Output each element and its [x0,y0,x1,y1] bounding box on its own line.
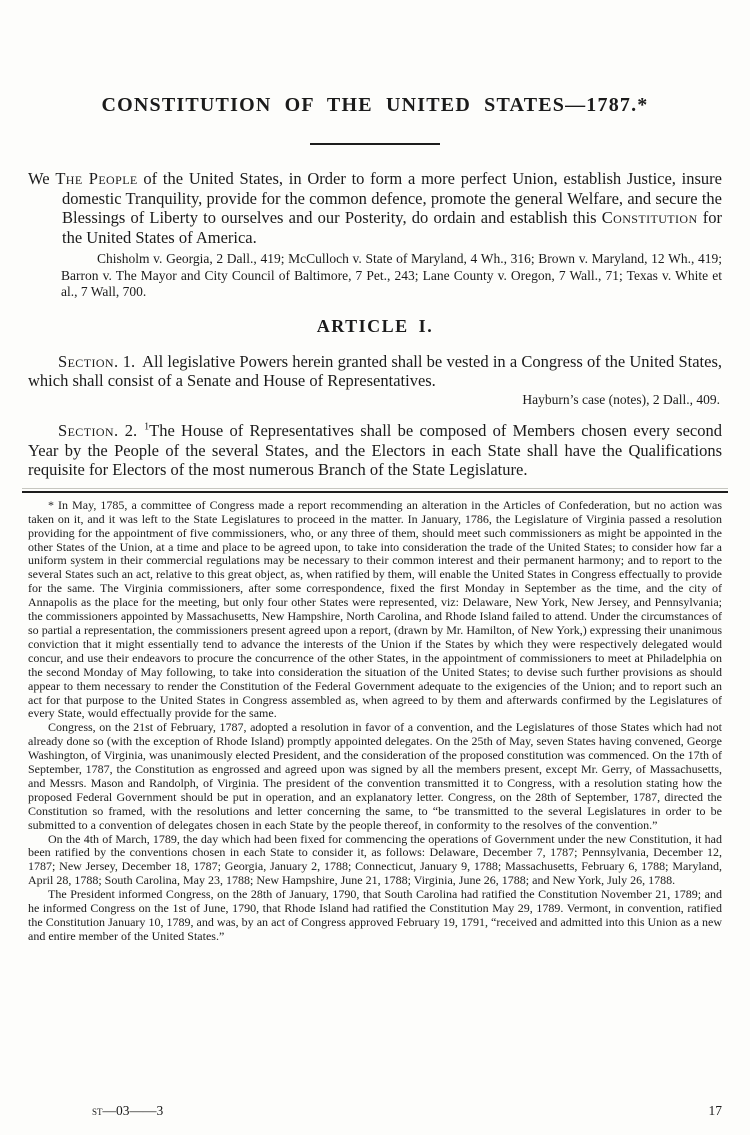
preamble-the-people: The People [55,169,138,189]
section-1-number: 1. [122,351,136,371]
section-1-citation: Hayburn’s case (notes), 2 Dall., 409. [522,391,720,407]
section-2-number: 2. [124,421,138,441]
section-2-text: The House of Representatives shall be composed of Members chosen every second Year by the People of the several States, and the Electors in each State shall have the Qualifications requisite for Electors of the most numerous Branch of the State Legislature. [28,421,723,480]
page-number: 17 [708,1103,722,1118]
section-1-text: All legislative Powers herein granted shall be vested in a Congress of the United States, which shall consist of a Senate and House of Representatives. [28,351,723,391]
footnote-paragraph-2: Congress, on the 21st of February, 1787, adopted a resolution in favor of a convention, and the Legislatures of those States which had not already done so (with the exception of Rhode Island) promptly appointed delegates. On the 25th of May, seven States having convened, George Washington, of Virginia, was unanimously elected President, and the consideration of the proposed constitution was commenced. On the 17th of September, 1787, the Constitution as engrossed and agreed upon was signed by all the members present, except Mr. Gerry, of Massachusetts, and Messrs. Mason and Randolph, of Virginia. The president of the convention transmitted it to Congress, with a resolution stating how the proposed Federal Government should be put in operation, and an explanatory letter. Congress, on the 28th of September, 1787, directed the Constitution so framed, with the resolutions and letter concerning the same, to “be transmitted to the several Legislatures in order to be submitted to a convention of delegates chosen in each State by the people thereof, in conformity to the resolves of the convention.” [28,720,722,832]
section-2-label: Section. [58,421,119,441]
section-2-paragraph [28,421,722,480]
section-2-footnote-marker: 1 [144,421,150,433]
footnote-divider [22,488,728,493]
preamble-lead: We [28,169,56,189]
footnote-paragraph-1: * In May, 1785, a committee of Congress made a report recommending an alteration in the Articles of Confederation, but no action was taken on it, and it was left to the State Legislatures to proceed in the matter. In January, 1786, the Legislature of Virginia passed a resolution providing for the appointment of five commissioners, who, or any three of them, should meet such commissioners as might be appointed in the other States of the Union, at a time and place to be agreed upon, to take into consideration the trade of the United States; to consider how far a uniform system in their commercial regulations may be necessary to their common interest and their permanent harmony; and to report to the several States such an act, relative to this great object, as, when ratified by them, will enable the United States in Congress effectually to provide for the same. The Virginia commissioners, after some correspondence, fixed the first Monday in September as the time, and the city of Annapolis as the place for the meeting, but only four other States were represented, viz: Delaware, New York, New Jersey, and Pennsylvania; the commissioners appointed by Massachusetts, New Hampshire, North Carolina, and Rhode Island failed to attend. Under the circumstances of so partial a representation, the commissioners present agreed upon a report, (drawn by Mr. Hamilton, of New York,) expressing their unanimous conviction that it might essentially tend to advance the interests of the Union if the States by which they were respectively delegated would concur, and use their endeavors to procure the concurrence of the other States, in the appointment of commissioners to meet at Philadelphia on the second Monday of May following, to take into consideration the situation of the United States; to devise such further provisions as should appear to them necessary to render the Constitution of the Federal Government adequate to the exigencies of the Union; and to report such an act for that purpose to the United States in Congress assembled as, when agreed to by them and afterwards confirmed by the Legislatures of every State, would effectually provide for the same. [28,497,722,721]
page-title: CONSTITUTION OF THE UNITED STATES—1787.* [101,94,649,117]
section-1-paragraph [28,352,722,391]
title-divider [310,143,440,145]
preamble-constitution: Constitution [601,208,698,228]
page-footer [28,1103,722,1119]
preamble-paragraph [28,169,722,247]
signature-mark: st—03——3 [92,1103,164,1118]
article-heading: ARTICLE I. [316,315,434,336]
section-1-label: Section. [58,351,119,371]
preamble-case-citations: Chisholm v. Georgia, 2 Dall., 419; McCulloch v. State of Maryland, 4 Wh., 316; Brown v. Maryland, 12 Wh., 419; Barron v. The Mayor and City Council of Baltimore, 7 Pet., 243; Lane County v. Oregon, 7 Wall., 71; Texas v. White et al., 7 Wall, 700. [61,251,722,300]
footnote-paragraph-3: On the 4th of March, 1789, the day which had been fixed for commencing the operations of Government under the new Constitution, it had been ratified by the conventions chosen in each State to consider it, as follows: Delaware, December 7, 1787; Pennsylvania, December 12, 1787; New Jersey, December 18, 1787; Georgia, January 2, 1788; Connecticut, January 9, 1788; Massachusetts, February 6, 1788; Maryland, April 28, 1788; South Carolina, May 23, 1788; New Hampshire, June 21, 1788; Virginia, June 26, 1788; and New York, July 26, 1788. [28,831,722,888]
footnote-paragraph-4: The President informed Congress, on the 28th of January, 1790, that South Carolina had ratified the Constitution November 21, 1789; and he informed Congress on the 1st of June, 1790, that Rhode Island had ratified the Constitution May 29, 1789. Vermont, in convention, ratified the Constitution January 10, 1789, and was, by an act of Congress approved February 19, 1791, “received and admitted into this Union as a new and entire member of the United States.” [28,887,722,943]
footnote-block [28,499,722,944]
preamble-body-2: for the United States of America. [62,208,722,247]
preamble-body-1: of the United States, in Order to form a more perfect Union, establish Justice, insure domestic Tranquility, provide for the common defence, promote the general Welfare, and secure the Blessings of Liberty to ourselves and our Posterity, do ordain and establish this [62,169,722,228]
